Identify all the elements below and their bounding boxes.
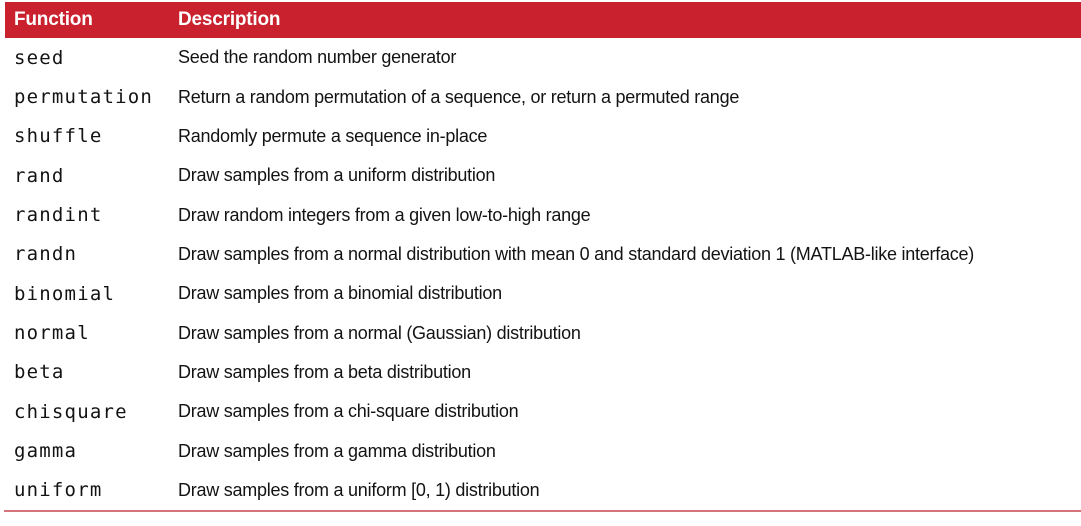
function-description: Draw samples from a uniform [0, 1) distribution [178,479,540,500]
table-body [0,38,1081,510]
function-name: uniform [14,479,103,502]
function-description: Draw samples from a binomial distribution [178,283,502,304]
table-row [0,77,1081,116]
table-row [0,235,1081,274]
function-name: binomial [14,282,116,305]
function-name: randint [14,204,103,227]
function-name: randn [14,243,78,266]
function-name: beta [14,361,65,384]
table-row [0,274,1081,313]
column-header-function: Function [14,9,93,30]
function-name: chisquare [14,400,128,423]
function-description: Draw random integers from a given low-to-high range [178,204,591,225]
column-header-description: Description [178,9,281,30]
function-description: Draw samples from a normal (Gaussian) distribution [178,322,581,343]
random-functions-table [0,2,1081,512]
table-row [0,195,1081,234]
function-name: seed [14,46,65,69]
table-header-row [5,2,1081,38]
table-row [0,156,1081,195]
function-description: Randomly permute a sequence in-place [178,125,488,146]
table-row [0,117,1081,156]
table-row [0,353,1081,392]
function-name: permutation [14,86,154,109]
function-name: gamma [14,440,78,463]
function-description: Draw samples from a normal distribution with mean 0 and standard deviation 1 (MATLAB-like interface) [178,243,975,264]
function-description: Draw samples from a chi-square distribution [178,401,519,422]
function-description: Return a random permutation of a sequence, or return a permuted range [178,86,740,107]
table-bottom-rule [4,510,1081,512]
function-description: Draw samples from a beta distribution [178,361,471,382]
table-row [0,313,1081,352]
function-description: Draw samples from a uniform distribution [178,165,496,186]
function-description: Draw samples from a gamma distribution [178,440,496,461]
table-row [0,471,1081,510]
function-name: rand [14,164,65,187]
table-row [0,431,1081,470]
table-row [0,392,1081,431]
table-row [0,38,1081,77]
function-name: shuffle [14,125,103,148]
function-description: Seed the random number generator [178,47,457,68]
function-name: normal [14,322,90,345]
